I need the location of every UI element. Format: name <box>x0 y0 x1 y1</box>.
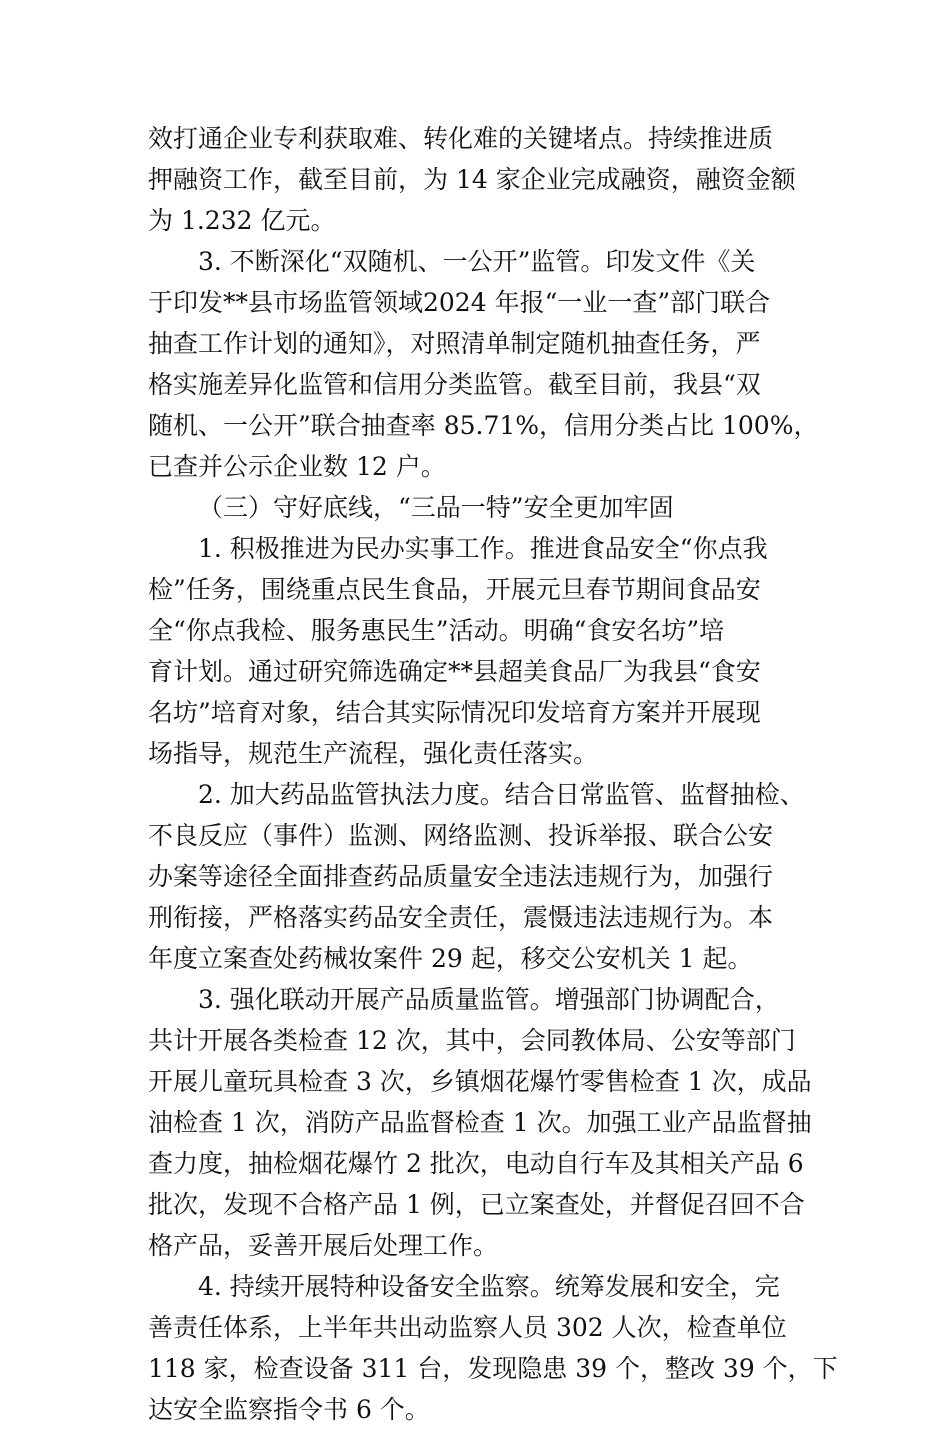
body-line: 场指导，规范生产流程，强化责任落实。 <box>148 739 599 768</box>
body-line: 年度立案查处药械妆案件 29 起，移交公安机关 1 起。 <box>148 944 753 973</box>
body-line: 格产品，妥善开展后处理工作。 <box>148 1231 499 1260</box>
body-line: 随机、一公开”联合抽查率 85.71%，信用分类占比 100%， <box>148 411 819 440</box>
body-line: 批次，发现不合格产品 1 例，已立案查处，并督促召回不合 <box>148 1190 805 1219</box>
body-line: 为 1.232 亿元。 <box>148 206 336 235</box>
body-line: 开展儿童玩具检查 3 次，乡镇烟花爆竹零售检查 1 次，成品 <box>148 1067 812 1096</box>
paragraph-start-line: 4. 持续开展特种设备安全监察。统筹发展和安全，完 <box>198 1272 780 1301</box>
body-line: 不良反应（事件）监测、网络监测、投诉举报、联合公安 <box>148 821 774 850</box>
body-line: 于印发**县市场监管领域2024 年报“一业一查”部门联合 <box>148 288 771 317</box>
body-line: 名坊”培育对象，结合其实际情况印发培育方案并开展现 <box>148 698 761 727</box>
body-line: 押融资工作，截至目前，为 14 家企业完成融资，融资金额 <box>148 165 796 194</box>
body-line: 检”任务，围绕重点民生食品，开展元旦春节期间食品安 <box>148 575 761 604</box>
body-line: 共计开展各类检查 12 次，其中，会同教体局、公安等部门 <box>148 1026 796 1055</box>
body-line: 查力度，抽检烟花爆竹 2 批次，电动自行车及其相关产品 6 <box>148 1149 804 1178</box>
paragraph-start-line: 2. 加大药品监管执法力度。结合日常监管、监督抽检、 <box>198 780 805 809</box>
body-line: 效打通企业专利获取难、转化难的关键堵点。持续推进质 <box>148 124 774 153</box>
body-line: 善责任体系，上半年共出动监察人员 302 人次，检查单位 <box>148 1313 787 1342</box>
body-line: 达安全监察指令书 6 个。 <box>148 1395 430 1424</box>
document-body <box>148 118 838 1430</box>
body-line: 办案等途径全面排查药品质量安全违法违规行为，加强行 <box>148 862 774 891</box>
paragraph-start-line: 3. 强化联动开展产品质量监管。增强部门协调配合， <box>198 985 780 1014</box>
body-line: 已查并公示企业数 12 户。 <box>148 452 446 481</box>
body-line: 118 家，检查设备 311 台，发现隐患 39 个，整改 39 个，下 <box>148 1354 838 1383</box>
paragraph-start-line: 1. 积极推进为民办实事工作。推进食品安全“你点我 <box>198 534 768 563</box>
paragraph-start-line: 3. 不断深化“双随机、一公开”监管。印发文件《关 <box>198 247 756 276</box>
body-line: 全“你点我检、服务惠民生”活动。明确“食安名坊”培 <box>148 616 725 645</box>
body-line: 刑衔接，严格落实药品安全责任，震慑违法违规行为。本 <box>148 903 774 932</box>
body-line: 育计划。通过研究筛选确定**县超美食品厂为我县“食安 <box>148 657 761 686</box>
section-heading: （三）守好底线，“三品一特”安全更加牢固 <box>198 493 674 522</box>
body-line: 抽查工作计划的通知》，对照清单制定随机抽查任务，严 <box>148 329 761 358</box>
body-line: 油检查 1 次，消防产品监督检查 1 次。加强工业产品监督抽 <box>148 1108 812 1137</box>
body-line: 格实施差异化监管和信用分类监管。截至目前，我县“双 <box>148 370 761 399</box>
